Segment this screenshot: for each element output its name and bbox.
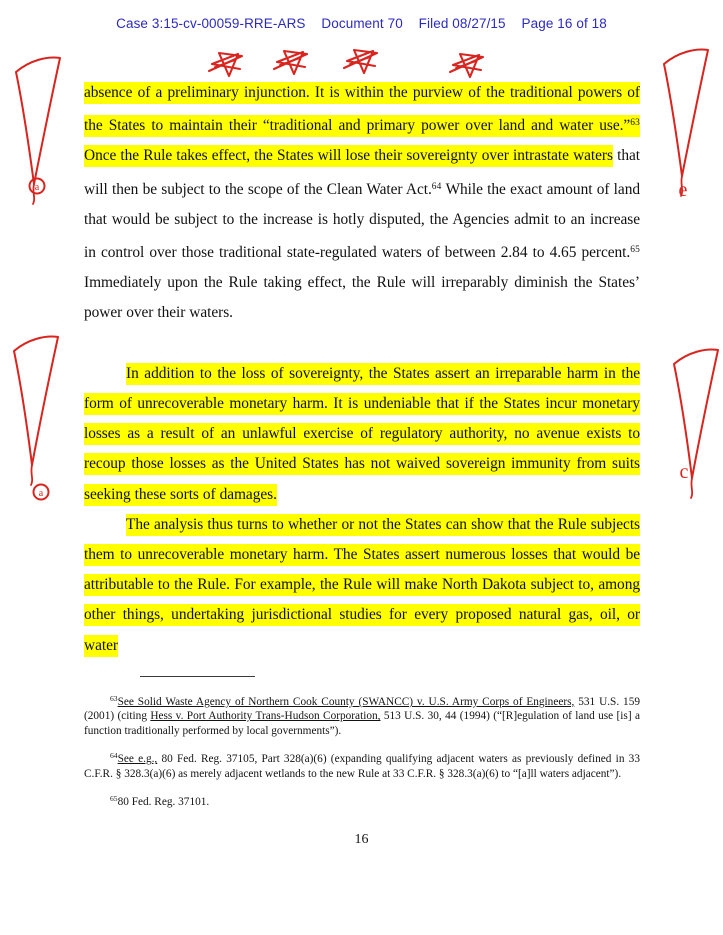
footnote-text: 80 Fed. Reg. 37101. xyxy=(117,796,210,809)
star-scribble-1 xyxy=(209,53,242,76)
star-scribble-1-stroke xyxy=(215,60,235,67)
footnote-ref-65: 65 xyxy=(630,245,640,256)
left-bracket-upper xyxy=(16,58,60,184)
footnote-text: 80 Fed. Reg. 37105, Part 328(a)(6) (expanding qualifying adjacent waters as previously defined in 33 C.F.R. § 328.3(a)(6) as merely adjacent wetlands to the new Rule at 33 C.F.R. § 328.3(a)(6) to “[a]ll waters adjacent”). xyxy=(84,753,640,780)
left-circled-letter-lower-ring xyxy=(34,485,49,500)
footnote-ref-63: 63 xyxy=(630,118,640,129)
left-bracket-lower-tail xyxy=(31,465,32,485)
highlighted-text xyxy=(84,514,640,657)
paragraph-3 xyxy=(84,510,640,661)
footnote-list xyxy=(84,692,640,820)
citation-underlined: See Solid Waste Agency of Northern Cook County (SWANCC) v. U.S. Army Corps of Engineers, xyxy=(117,696,575,708)
footnote-text: 531 U.S. 159 (2001) (citing xyxy=(84,696,640,723)
text-run: The analysis thus turns to whether or not the States can show that the Rule subjects them to unrecoverable monetary harm. The States assert numerous losses that would be attributable to the Rule. For example, the Rule will make North Dakota subject to, among other things, undertaking jurisdictional studies for every proposed natural gas, oil, or water xyxy=(84,515,640,654)
left-bracket-lower xyxy=(14,337,58,465)
header-document-number: Document 70 xyxy=(321,16,403,31)
star-scribble-3 xyxy=(344,50,377,73)
star-scribble-3-stroke xyxy=(350,57,370,64)
footnote-ref-64: 64 xyxy=(431,181,442,192)
page-number: 16 xyxy=(354,832,369,847)
star-scribble-4 xyxy=(450,54,483,77)
ecf-header-stamp xyxy=(0,16,723,31)
footnote-marker: 64 xyxy=(110,751,118,761)
citation-underlined: See e.g., xyxy=(117,753,158,766)
left-circled-letter-upper-letter: a xyxy=(34,182,40,193)
paragraph-2 xyxy=(84,359,640,510)
star-scribble-2-stroke xyxy=(280,58,300,65)
text-run: While the exact amount of land that would be subject to the increase is hotly disputed, the Agencies admit to an increase in control over those traditional state-regulated waters of between 2.84 to 4.65 percent. xyxy=(84,180,640,262)
text-run: absence of a preliminary injunction. It is within the purview of the traditional powers of the States to maintain their “traditional and primary power over land and water use.” xyxy=(84,84,640,135)
highlighted-text xyxy=(630,115,640,137)
footnote-64 xyxy=(84,749,640,781)
right-letter-upper: e xyxy=(678,179,688,201)
footnote-separator-rule xyxy=(140,676,255,677)
right-bracket-lower xyxy=(674,350,718,478)
highlighted-text xyxy=(84,363,640,506)
footnote-63 xyxy=(84,692,640,738)
footnote-65 xyxy=(84,792,640,809)
footnote-marker: 63 xyxy=(110,694,118,703)
citation-underlined: Hess v. Port Authority Trans-Hudson Corporation, xyxy=(150,710,381,723)
right-letter-lower: c xyxy=(679,461,689,483)
left-bracket-upper-tail xyxy=(33,184,34,204)
left-circled-letter-lower-letter: a xyxy=(38,488,44,499)
text-run: Once the Rule takes effect, the States will lose their sovereignty over intrastate waters xyxy=(84,147,613,165)
paragraph-1 xyxy=(84,78,640,329)
highlighted-text xyxy=(84,145,613,167)
left-circled-letter-upper-ring xyxy=(30,179,45,194)
body-text xyxy=(84,78,640,661)
header-filed-date: Filed 08/27/15 xyxy=(418,16,506,31)
right-bracket-lower-tail xyxy=(691,478,692,498)
paragraph-gap xyxy=(84,329,640,359)
header-page-indicator: Page 16 of 18 xyxy=(521,16,607,31)
text-run: In addition to the loss of sovereignty, the States assert an irreparable harm in the form of unrecoverable monetary harm. It is undeniable that if the States incur monetary losses as a result of an unlawful exercise of regulatory authority, no avenue exists to recoup those losses as the United States has not waived sovereign immunity from suits seeking these sorts of damages. xyxy=(84,364,640,503)
right-bracket-upper-tail xyxy=(681,176,682,196)
header-case-number: Case 3:15-cv-00059-RRE-ARS xyxy=(116,16,306,31)
star-scribble-4-stroke xyxy=(456,61,476,68)
text-run: that will then be subject to the scope of the Clean Water Act. xyxy=(84,147,640,198)
text-run: Immediately upon the Rule taking effect, the Rule will irreparably diminish the States’ power over their waters. xyxy=(84,274,640,322)
right-bracket-upper xyxy=(664,50,708,176)
footnote-marker: 65 xyxy=(110,794,118,804)
footnote-text: 513 U.S. 30, 44 (1994) (“[R]egulation of land use [is] a function traditionally performed by local governments”). xyxy=(84,710,640,737)
highlighted-text xyxy=(84,82,640,137)
star-scribble-2 xyxy=(274,51,307,74)
